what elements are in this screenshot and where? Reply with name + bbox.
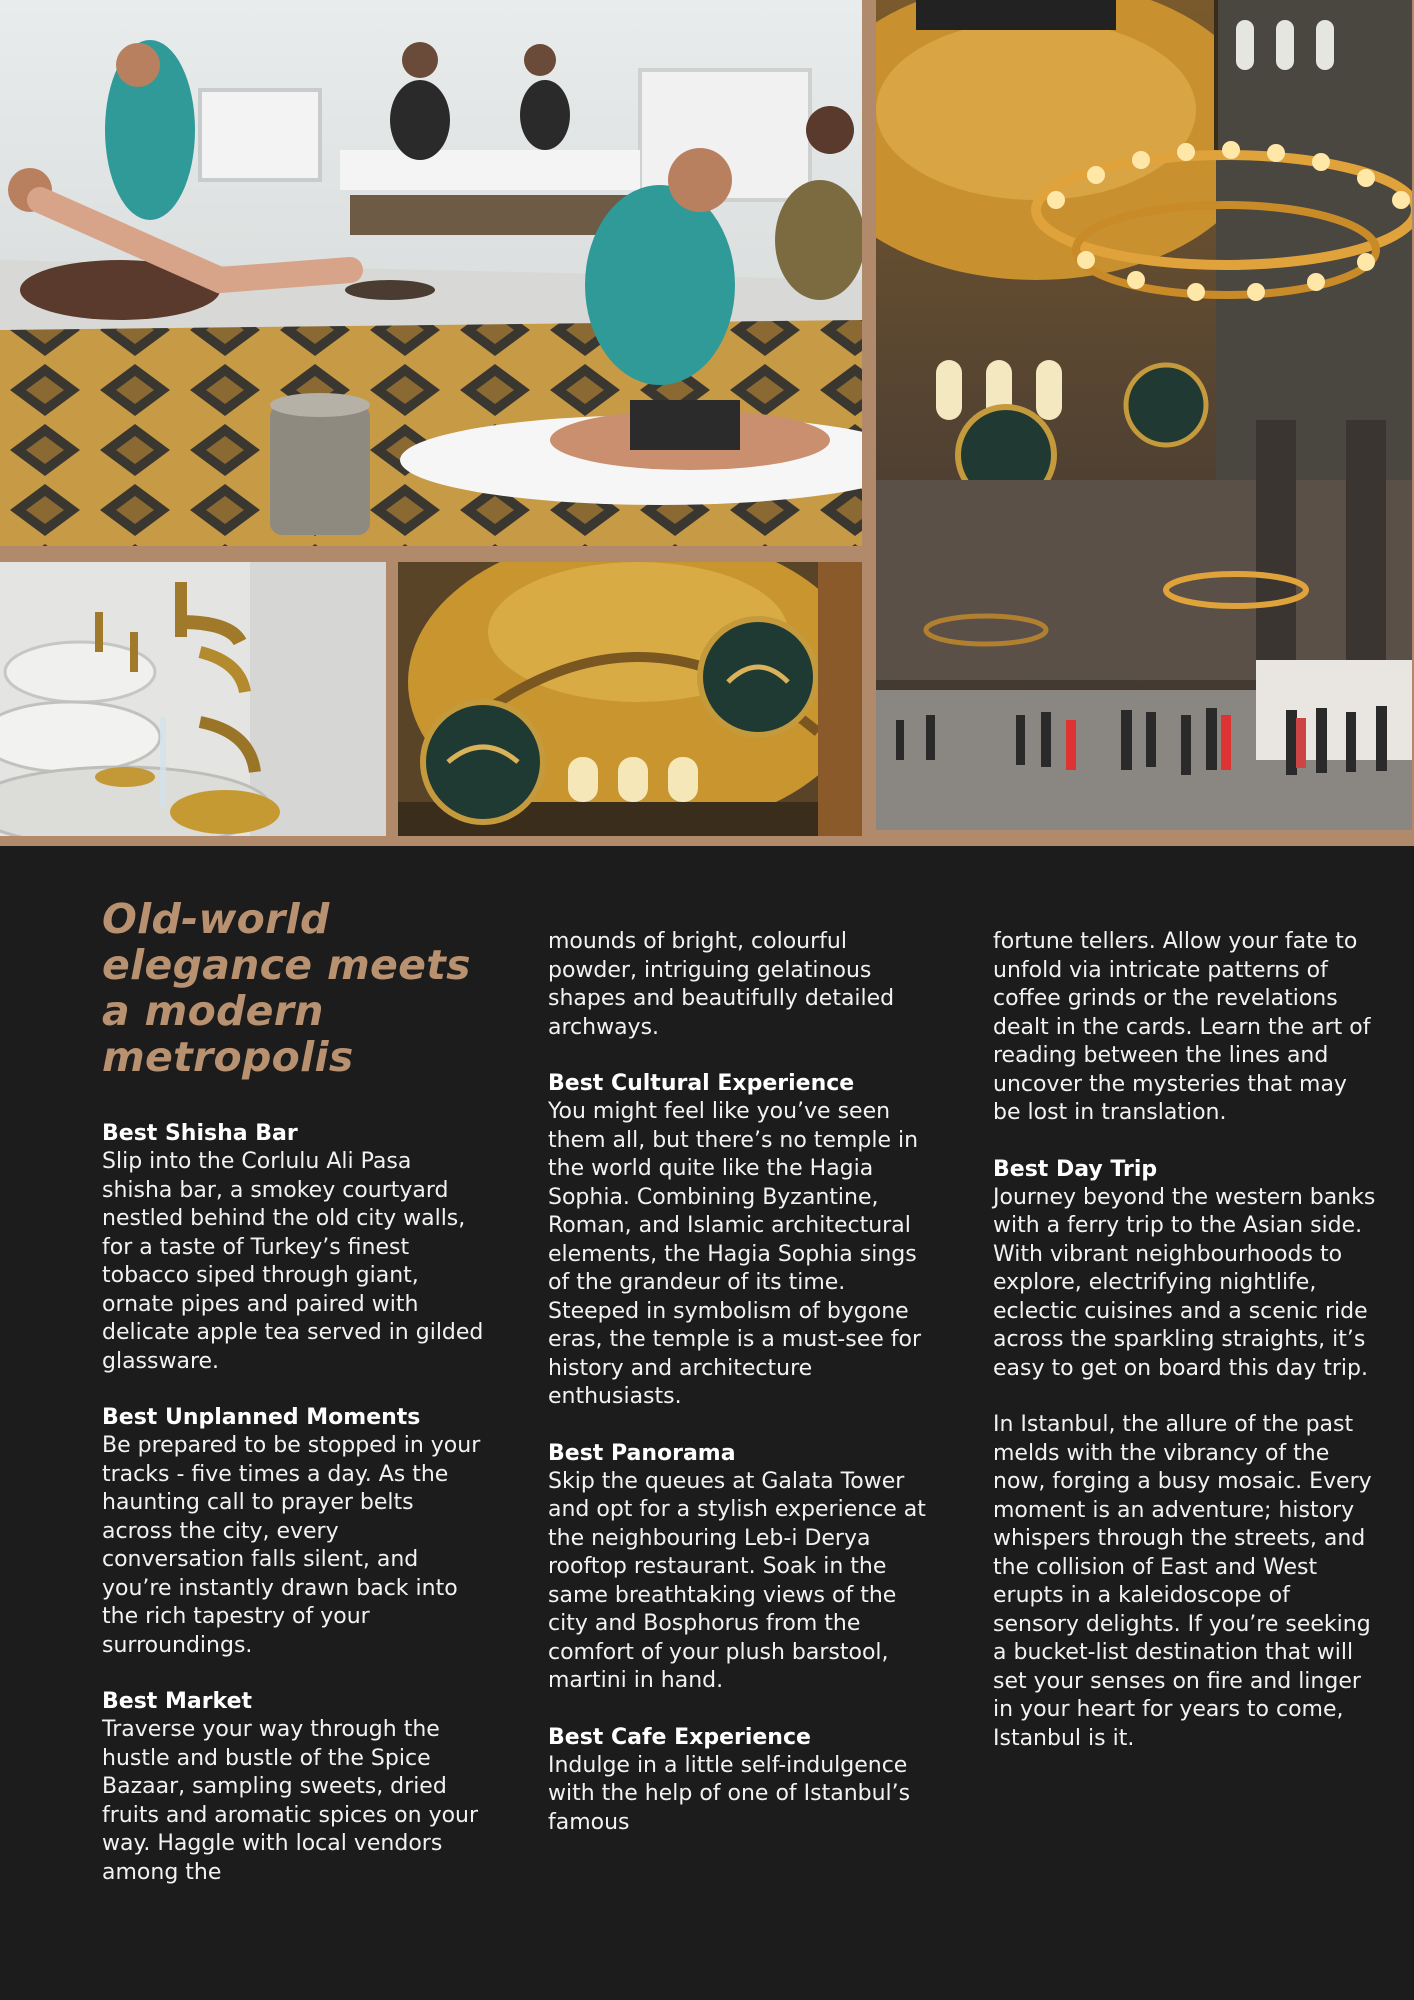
hagia-sophia-photo (876, 0, 1412, 830)
section-text: Indulge in a little self-indulgence with the help of one of Istanbul’s famous (548, 1752, 911, 1835)
closing-text: In Istanbul, the allure of the past melds with the vibrancy of the now, forging a busy mosaic. Every moment is an adventure; history whispers through the streets, and the collision of East and West erupts in a kaleidoscope of sensory delights. If you’re seeking a bucket-list destination that will set your senses on fire and linger in your heart for years to come, Istanbul is it. (993, 1412, 1372, 1751)
section-title: Best Unplanned Moments (102, 1405, 421, 1430)
bath-faucet-photo (0, 562, 386, 836)
section-day-trip (993, 1156, 1378, 1384)
section-title: Best Cultural Experience (548, 1071, 855, 1096)
section-title: Best Shisha Bar (102, 1121, 298, 1146)
section-text: You might feel like you’ve seen them all, but there’s no temple in the world quite like the Hagia Sophia. Combining Byzantine, Roman, and Islamic architectural elements, the Hagia Sophia sings of the grandeur of its time. Steeped in symbolism of bygone eras, the temple is a must-see for history and architecture enthusiasts. (548, 1099, 922, 1409)
section-text: Be prepared to be stopped in your tracks - five times a day. As the haunting call to prayer belts across the city, every conversation falls silent, and you’re instantly drawn back into the rich tapestry of your surroundings. (102, 1433, 481, 1658)
photo-collage (0, 0, 1414, 846)
section-cafe-experience (548, 1724, 933, 1838)
section-unplanned-moments (102, 1404, 487, 1660)
headline: Old-world elegance meets a modern metropolis (102, 895, 471, 1081)
closing-paragraph (993, 1411, 1378, 1753)
section-title: Best Market (102, 1689, 253, 1714)
section-text: Traverse your way through the hustle and bustle of the Spice Bazaar, sampling sweets, dried fruits and aromatic spices on your way. Haggle with local vendors among the (102, 1717, 479, 1885)
column-3 (993, 928, 1378, 1781)
section-title: Best Day Trip (993, 1156, 1158, 1182)
continued-text: fortune tellers. Allow your fate to unfold via intricate patterns of coffee grinds or the revelations dealt in the cards. Learn the art of reading between the lines and uncover the mysteries that may be lost in translation. (993, 929, 1371, 1125)
section-text: Journey beyond the western banks with a ferry trip to the Asian side. With vibrant neighbourhoods to explore, electrifying nightlife, eclectic cuisines and a scenic ride across the sparkling straights, it’s easy to get on board this day trip. (993, 1184, 1376, 1381)
dome-calligraphy-photo (398, 562, 862, 836)
section-market-continued (548, 928, 933, 1042)
article (0, 846, 1414, 2000)
section-market (102, 1688, 487, 1887)
section-panorama (548, 1440, 933, 1696)
section-cultural-experience (548, 1070, 933, 1412)
section-title: Best Cafe Experience (548, 1724, 811, 1750)
hammam-photo (0, 0, 862, 546)
column-1 (102, 896, 487, 1915)
column-2 (548, 928, 933, 1865)
section-text: Skip the queues at Galata Tower and opt for a stylish experience at the neighbouring Leb-i Derya rooftop restaurant. Soak in the same breathtaking views of the city and Bosphorus from the comfort of your plush barstool, martini in hand. (548, 1468, 926, 1693)
section-title: Best Panorama (548, 1440, 736, 1466)
section-text: Slip into the Corlulu Ali Pasa shisha bar, a smokey courtyard nestled behind the old city walls, for a taste of Turkey’s finest tobacco siped through giant, ornate pipes and paired with delicate apple tea served in gilded glassware. (102, 1149, 484, 1374)
section-shisha-bar (102, 1120, 487, 1376)
continued-text: mounds of bright, colourful powder, intriguing gelatinous shapes and beautifully detailed archways. (548, 929, 895, 1040)
section-cafe-continued (993, 928, 1378, 1128)
